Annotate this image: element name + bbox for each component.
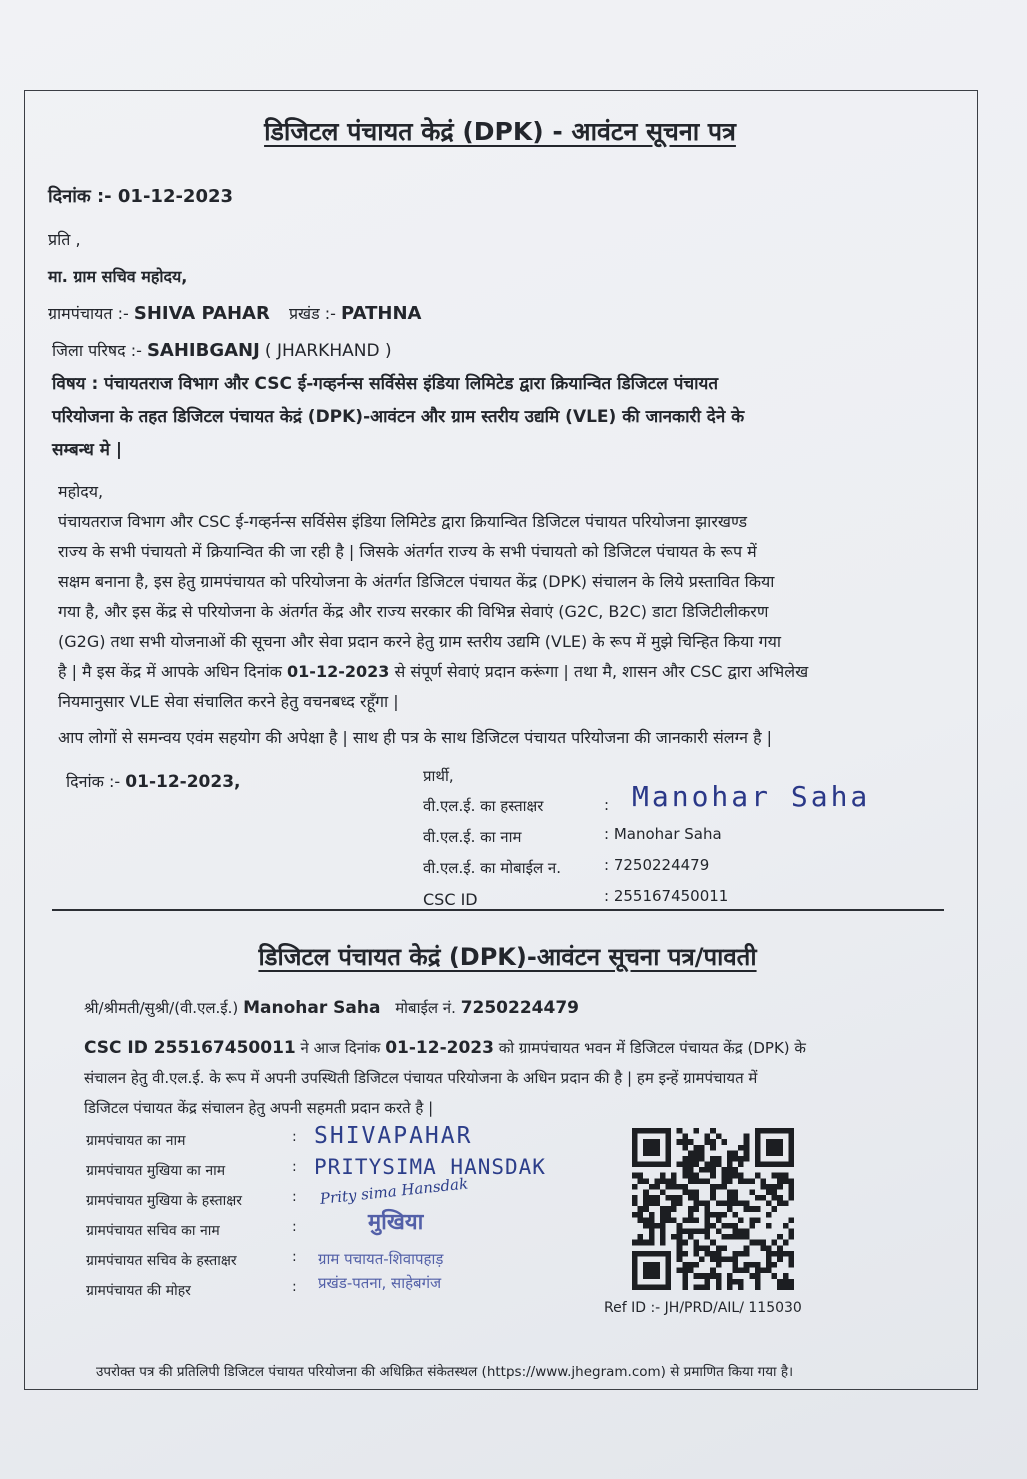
receipt-mobile: 7250224479 [460,998,579,1018]
body-line: (G2G) तथा सभी योजनाओं की सूचना और सेवा प्रदान करने हेतु ग्राम स्तरीय उद्यमि (VLE) के रूप में मुझे चिन्हित किया गया [58,632,782,651]
field-label-mukhiya-sign: ग्रामपंचायत मुखिया के हस्ताक्षर [86,1193,243,1209]
receipt-line1 [84,998,579,1018]
subject-line: विषय : पंचायतराज विभाग और CSC ई-गव्हर्नन्स सर्विसेस इंडिया लिमिटेड द्वारा क्रियान्वित डिजिटल पंचायत [52,374,719,394]
field-colon: : [292,1279,297,1295]
receipt-body [84,1033,806,1123]
csc-value: : 255167450011 [604,887,729,905]
field-colon: : [292,1129,297,1145]
gp-label: ग्रामपंचायत :- [48,304,129,323]
field-label-sachiv-sign: ग्रामपंचायत सचिव के हस्ताक्षर [86,1253,237,1269]
receipt-vle-name: Manohar Saha [243,998,381,1018]
sign-date-label: दिनांक :- [66,772,121,791]
receipt-csc: CSC ID 255167450011 [84,1038,296,1058]
prati: प्रति , [48,230,81,249]
body-line: आप लोगों से समन्वय एवंम सहयोग की अपेक्षा है | साथ ही पत्र के साथ डिजिटल पंचायत परियोजना की जानकारी संलग्न है | [58,728,773,747]
field-colon: : [292,1159,297,1175]
gp-row [48,302,421,324]
seal-stamp-line1: ग्राम पचायत-शिवापहाड़ [318,1250,444,1268]
receipt-title: डिजिटल पंचायत केद्रं (DPK)-आवंटन सूचना पत्र/पावती [258,943,757,971]
letter-date: दिनांक :- 01-12-2023 [48,186,234,207]
body-text: है | मै इस केंद्र में आपके अधिन दिनांक [58,662,282,681]
field-colon: : [292,1249,297,1265]
vle-mobile-value: : 7250224479 [604,856,710,874]
field-colon: : [292,1219,297,1235]
sign-date [66,770,241,792]
salutation: महोदय, [58,482,104,501]
body-line: गया है, और इस केंद्र से परियोजना के अंतर्गत केंद्र और राज्य सरकार की विभिन्न सेवाएं (G2C, B2C) डाटा डिजिटीलीकरण [58,602,769,621]
hand-mukhiya-name: PRITYSIMA HANSDAK [314,1155,546,1179]
hand-mukhiya-sign: Prity sima Hansdak [319,1174,469,1208]
body-date: 01-12-2023 [287,662,390,681]
body-line: नियमानुसार VLE सेवा संचालित करने हेतु वचनबध्द रहूँगा | [58,692,399,711]
vle-mobile-label: वी.एल.ई. का मोबाईल न. [423,859,562,877]
district-value: SAHIBGANJ [146,340,260,361]
gp-value: SHIVA PAHAR [133,303,270,324]
receipt-text: को ग्रामपंचायत भवन में डिजिटल पंचायत केंद्र (DPK) के [498,1039,806,1057]
field-label-seal: ग्रामपंचायत की मोहर [86,1283,191,1299]
letter-body [58,507,808,753]
qr-code-icon [630,1128,796,1290]
hand-gp-name: SHIVAPAHAR [314,1123,473,1149]
subject-line: सम्बन्ध मे | [52,440,123,460]
body-text: से संपूर्ण सेवाएं प्रदान करूंगा | तथा मै, शासन और CSC द्वारा अभिलेख [394,662,809,681]
ref-id: Ref ID :- JH/PRD/AIL/ 115030 [604,1300,802,1316]
receipt-body-line: डिजिटल पंचायत केंद्र संचालन हेतु अपनी सहमती प्रदान करते है | [84,1099,434,1117]
section-divider [52,909,944,911]
vle-sign-label: वी.एल.ई. का हस्ताक्षर [423,797,544,815]
body-line: राज्य के सभी पंचायतो में क्रियान्वित की जा रही है | जिसके अंतर्गत राज्य के सभी पंचायतो को डिजिटल पंचायत के रूप में [58,542,757,561]
receipt-prefix: श्री/श्रीमती/सुश्री/(वी.एल.ई.) [84,999,239,1017]
footer-note: उपरोक्त पत्र की प्रतिलिपी डिजिटल पंचायत परियोजना की अधिक्रित संकेतस्थल (https://www.jhegram.com) से प्रमाणित किया गया है। [96,1364,794,1380]
mukhiya-stamp: मुखिया [368,1210,424,1235]
sign-date-value: 01-12-2023, [125,772,241,792]
block-value: PATHNA [341,303,422,324]
field-colon: : [292,1189,297,1205]
vle-name-value: : Manohar Saha [604,825,722,843]
field-label-mukhiya-name: ग्रामपंचायत मुखिया का नाम [86,1163,226,1179]
receipt-mobile-label: मोबाईल नं. [395,999,456,1017]
vle-sign-colon: : [604,796,610,814]
prarthi: प्रार्थी, [423,767,454,785]
csc-label: CSC ID [423,890,478,909]
receipt-text: ने आज दिनांक [300,1039,381,1057]
district-label: जिला परिषद :- [52,341,142,360]
addressee: मा. ग्राम सचिव महोदय, [48,267,188,286]
state-value: ( JHARKHAND ) [264,341,392,361]
body-line: सक्षम बनाना है, इस हेतु ग्रामपंचायत को परियोजना के अंतर्गत डिजिटल पंचायत केंद्र (DPK) संचालन के लिये प्रस्तावित किया [58,572,775,591]
body-line: पंचायतराज विभाग और CSC ई-गव्हर्नन्स सर्विसेस इंडिया लिमिटेड द्वारा क्रियान्वित डिजिटल पंचायत परियोजना झारखण्ड [58,512,748,531]
document-title: डिजिटल पंचायत केद्रं (DPK) - आवंटन सूचना पत्र [264,117,736,146]
seal-stamp-line2: प्रखंड-पतना, साहेबगंज [318,1274,442,1292]
receipt-date: 01-12-2023 [385,1038,494,1058]
field-label-gp-name: ग्रामपंचायत का नाम [86,1133,186,1149]
district-row [52,339,392,361]
block-label: प्रखंड :- [288,304,336,323]
field-label-sachiv-name: ग्रामपंचायत सचिव का नाम [86,1223,220,1239]
receipt-body-line [84,1033,806,1063]
subject [52,368,744,467]
vle-name-label: वी.एल.ई. का नाम [423,828,522,846]
subject-line: परियोजना के तहत डिजिटल पंचायत केद्रं (DPK)-आवंटन और ग्राम स्तरीय उद्यमि (VLE) की जानकारी देने के [52,407,745,427]
vle-signature: Manohar Saha [632,780,871,813]
body-line [58,657,808,687]
receipt-body-line: संचालन हेतु वी.एल.ई. के रूप में अपनी उपस्थिती डिजिटल पंचायत परियोजना के अधिन प्रदान की है | हम इन्हें ग्रामपंचायत में [84,1069,758,1087]
